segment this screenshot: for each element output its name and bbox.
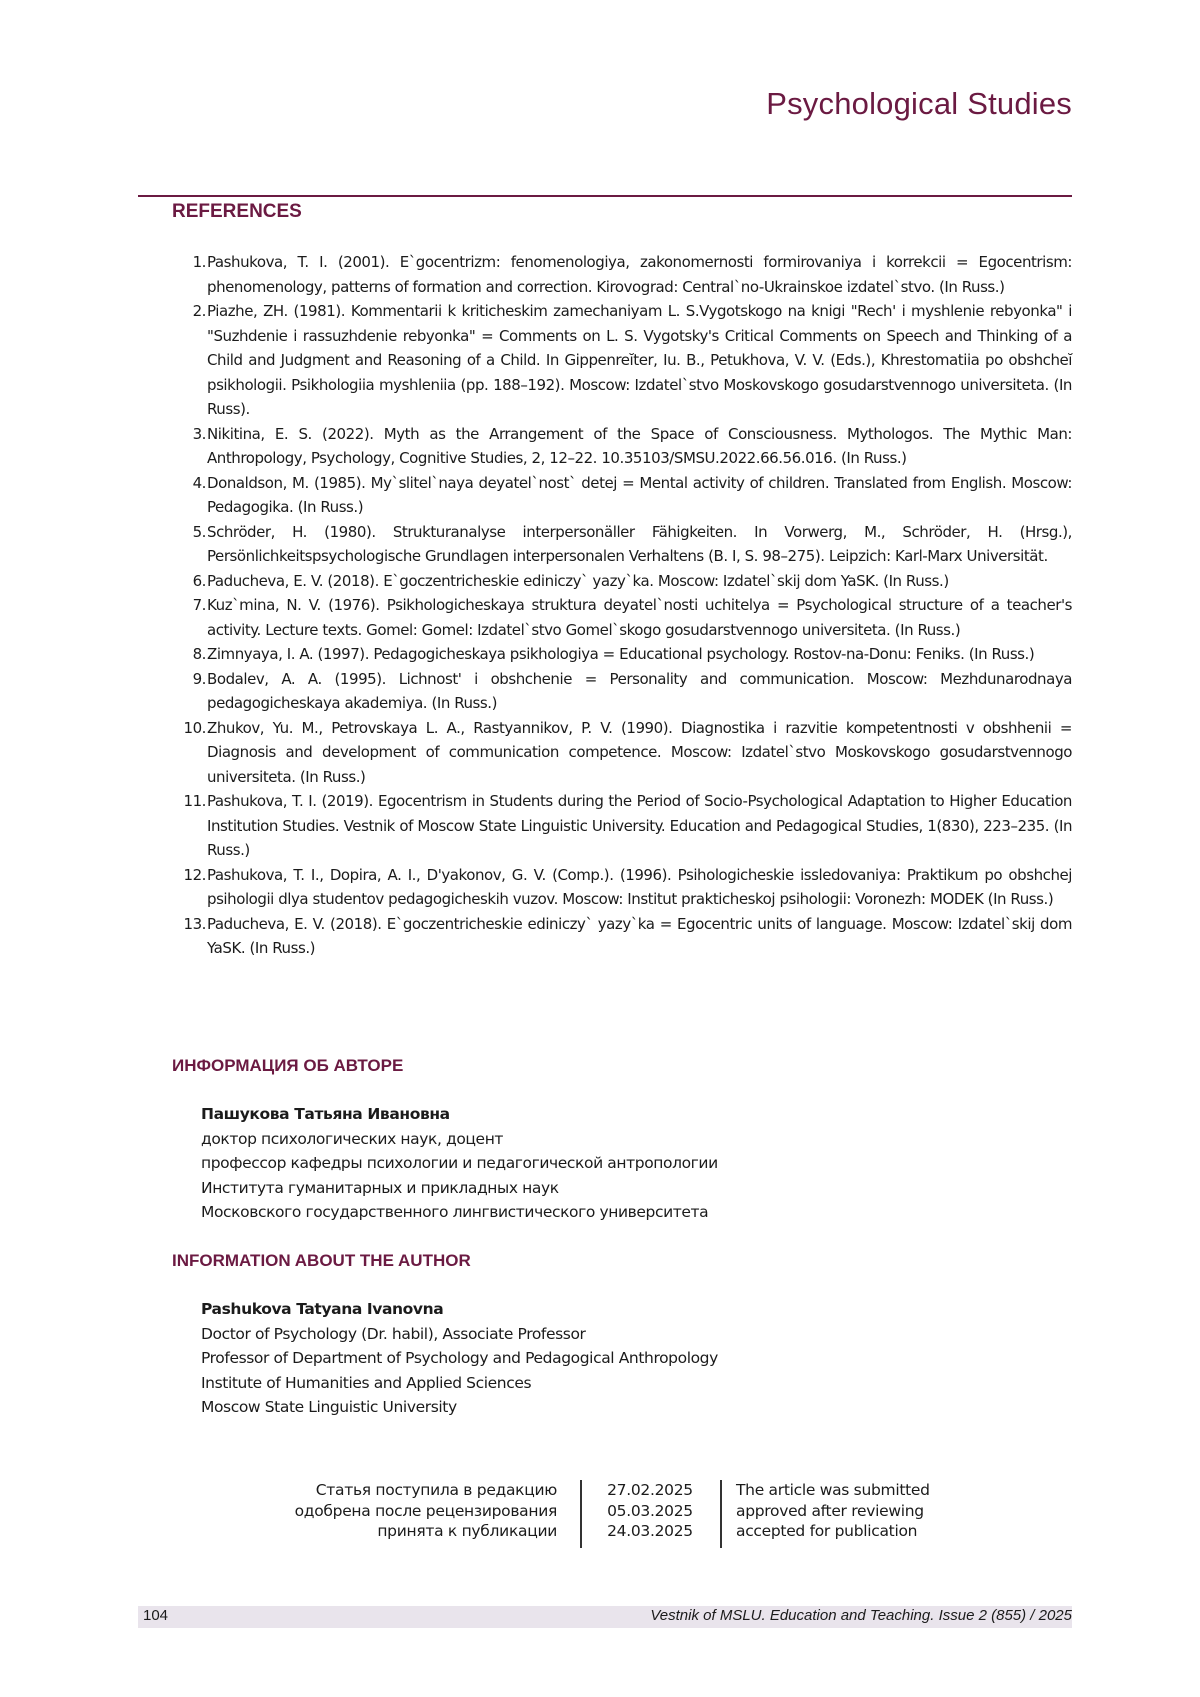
author-info-heading-en: INFORMATION ABOUT THE AUTHOR xyxy=(172,1251,471,1270)
author-line: Московского государственного лингвистического университета xyxy=(201,1203,709,1221)
page-number: 104 xyxy=(143,1607,169,1624)
reference-number: 10. xyxy=(183,718,206,737)
date-label-en: accepted for publication xyxy=(736,1522,918,1540)
reference-text: Pashukova, T. I., Dopira, A. I., D'yakonov, G. V. (Comp.). (1996). Psihologicheskie issledovaniya: Praktikum po obshchej psihologii dlya studentov pedagogicheskih vuzov. Moscow: Institut prakticheskoj psihologii: Voronezh: MODEK (In Russ.) xyxy=(207,865,1072,908)
reference-number: 3. xyxy=(192,424,206,443)
reference-text: Bodalev, A. A. (1995). Lichnost' i obshchenie = Personality and communication. Moscow: Mezhdunarodnaya pedagogicheskaya akademiya. (In Russ.) xyxy=(207,669,1072,712)
reference-item xyxy=(164,667,1072,716)
date-value: 27.02.2025 xyxy=(607,1481,693,1499)
journal-name: Vestnik of MSLU. Education and Teaching. Issue 2 (855) / 2025 xyxy=(650,1607,1072,1624)
reference-text: Zimnyaya, I. A. (1997). Pedagogicheskaya psikhologiya = Educational psychology. Rostov-na-Donu: Feniks. (In Russ.) xyxy=(207,645,1035,663)
reference-item xyxy=(164,863,1072,912)
reference-number: 5. xyxy=(192,522,206,541)
reference-text: Paducheva, E. V. (2018). E`goczentricheskie ediniczy` yazy`ka. Moscow: Izdatel`skij dom YaSK. (In Russ.) xyxy=(207,571,949,590)
reference-number: 4. xyxy=(192,473,206,492)
reference-item xyxy=(164,520,1072,569)
author-line: Professor of Department of Psychology and Pedagogical Anthropology xyxy=(201,1349,718,1367)
reference-text: Kuz`mina, N. V. (1976). Psikhologicheskaya struktura deyatel`nosti uchitelya = Psychological structure of a teacher's activity. Lecture texts. Gomel: Gomel: Izdatel`stvo Gomel`skogo gosudarstvennogo universiteta. (In Russ.) xyxy=(207,596,1072,639)
reference-item xyxy=(164,250,1072,299)
reference-text: Schröder, H. (1980). Strukturanalyse interpersonäller Fähigkeiten. In Vorwerg, M., Schröder, H. (Hrsg.), Persönlichkeitspsychologische Grundlagen interpersonalen Verhaltens (B. I, S. 98–275). Leipzich: Karl-Marx Universität. xyxy=(207,522,1072,565)
reference-number: 9. xyxy=(192,669,206,688)
date-label-en: approved after reviewing xyxy=(736,1501,924,1520)
reference-item xyxy=(164,716,1072,790)
date-value: 24.03.2025 xyxy=(607,1522,693,1540)
article-dates xyxy=(250,1480,950,1548)
dates-labels-ru xyxy=(250,1480,557,1542)
dates-divider xyxy=(720,1480,722,1548)
reference-text: Pashukova, T. I. (2019). Egocentrism in Students during the Period of Socio-Psychological Adaptation to Higher Education Institution Studies. Vestnik of Moscow State Linguistic University. Education and Pedagogical Studies, 1(830), 223–235. (In Russ.) xyxy=(207,792,1072,859)
author-info-ru xyxy=(201,1102,718,1225)
reference-item xyxy=(164,912,1072,961)
author-line: профессор кафедры психологии и педагогической антропологии xyxy=(201,1154,718,1172)
reference-number: 7. xyxy=(192,596,206,614)
date-label-ru: принята к публикации xyxy=(377,1522,557,1540)
date-value: 05.03.2025 xyxy=(607,1501,693,1520)
reference-number: 12. xyxy=(183,865,206,884)
reference-text: Paducheva, E. V. (2018). E`goczentricheskie ediniczy` yazy`ka = Egocentric units of language. Moscow: Izdatel`skij dom YaSK. (In Russ.) xyxy=(207,914,1072,957)
reference-text: Nikitina, E. S. (2022). Myth as the Arrangement of the Space of Consciousness. Mythologos. The Mythic Man: Anthropology, Psychology, Cognitive Studies, 2, 12–22. 10.35103/SMSU.2022.66.56.016. (In Russ.) xyxy=(207,424,1072,467)
author-info-en xyxy=(201,1297,718,1420)
journal-section-title: Psychological Studies xyxy=(766,86,1072,121)
date-label-ru: Статья поступила в редакцию xyxy=(315,1481,557,1499)
reference-number: 13. xyxy=(183,914,206,933)
reference-number: 11. xyxy=(183,792,206,810)
author-line: доктор психологических наук, доцент xyxy=(201,1129,504,1148)
references-list xyxy=(164,250,1072,961)
author-line: Institute of Humanities and Applied Sciences xyxy=(201,1373,532,1392)
reference-text: Pashukova, T. I. (2001). E`gocentrizm: fenomenologiya, zakonomernosti formirovaniya i korrekcii = Egocentrism: phenomenology, patterns of formation and correction. Kirovograd: Central`no-Ukrainskoe izdatel`stvo. (In Russ.) xyxy=(207,253,1072,296)
author-line: Института гуманитарных и прикладных наук xyxy=(201,1178,559,1197)
date-label-ru: одобрена после рецензирования xyxy=(294,1501,557,1520)
reference-text: Zhukov, Yu. M., Petrovskaya L. A., Rastyannikov, P. V. (1990). Diagnostika i razvitie kompetentnosti v obshhenii = Diagnosis and development of communication competence. Moscow: Izdatel`stvo Moskovskogo gosudarstvennogo universiteta. (In Russ.) xyxy=(207,718,1072,786)
author-line: Moscow State Linguistic University xyxy=(201,1398,457,1416)
author-line: Doctor of Psychology (Dr. habil), Associate Professor xyxy=(201,1324,586,1343)
author-name-ru: Пашукова Татьяна Ивановна xyxy=(201,1105,450,1123)
header-rule xyxy=(138,195,1072,197)
reference-number: 8. xyxy=(192,645,206,663)
reference-item xyxy=(164,569,1072,594)
reference-number: 1. xyxy=(192,253,206,271)
reference-text: Piazhe, ZH. (1981). Kommentarii k kriticheskim zamechaniyam L. S.Vygotskogo na knigi "Rech' i myshlenie rebyonka" i "Suzhdenie i rassuzhdenie rebyonka" = Comments on L. S. Vygotsky's Critical Comments on Speech and Thinking of a Child and Judgment and Reasoning of a Child. In Gippenreĭter, Iu. B., Petukhova, V. V. (Eds.), Khrestomatiia po obshcheĭ psikhologii. Psikhologiia myshleniia (pp. 188–192). Moscow: Izdatel`stvo Moskovskogo gosudarstvennogo universiteta. (In Russ). xyxy=(207,302,1072,418)
reference-item xyxy=(164,642,1072,667)
reference-number: 6. xyxy=(192,571,206,590)
reference-item xyxy=(164,299,1072,422)
reference-item xyxy=(164,422,1072,471)
dates-values xyxy=(580,1480,720,1542)
author-name-en: Pashukova Tatyana Ivanovna xyxy=(201,1300,444,1318)
author-info-heading-ru: ИНФОРМАЦИЯ ОБ АВТОРЕ xyxy=(172,1056,404,1075)
date-label-en: The article was submitted xyxy=(736,1481,930,1499)
references-heading: REFERENCES xyxy=(172,201,302,222)
reference-text: Donaldson, M. (1985). My`slitel`naya deyatel`nost` detej = Mental activity of children. Translated from English. Moscow: Pedagogika. (In Russ.) xyxy=(207,473,1072,516)
reference-item xyxy=(164,593,1072,642)
reference-number: 2. xyxy=(192,302,206,320)
dates-labels-en xyxy=(736,1480,976,1542)
reference-item xyxy=(164,471,1072,520)
reference-item xyxy=(164,789,1072,863)
